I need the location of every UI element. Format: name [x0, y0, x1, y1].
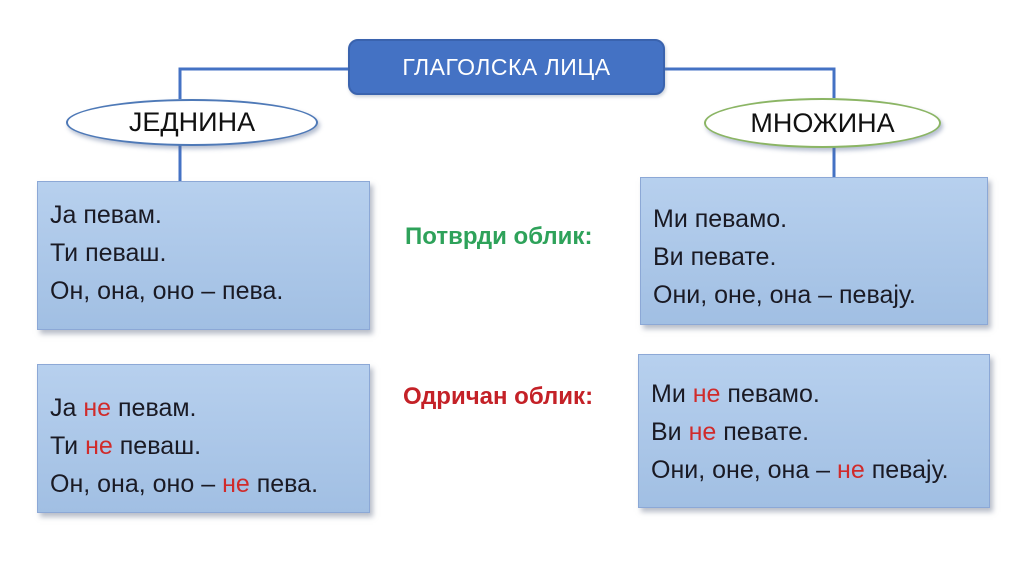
negation-particle: не [83, 394, 112, 422]
plural-negative-box [638, 354, 990, 508]
sentence-line: Они, оне, она – не певају. [651, 456, 949, 484]
sentence-line: Ви не певате. [651, 418, 810, 446]
singular-ellipse [66, 99, 318, 146]
negation-particle: не [692, 380, 721, 408]
connector-title-to-singular [180, 69, 348, 99]
connector-title-to-plural [665, 69, 834, 98]
singular-affirmative-box [37, 181, 370, 330]
sentence-line: Ти певаш. [50, 239, 167, 267]
sentence-line: Ти не певаш. [50, 432, 202, 460]
sentence-line: Ви певате. [653, 243, 777, 271]
sentence-line: Ми не певамо. [651, 380, 820, 408]
singular-negative-box [37, 364, 370, 513]
sentence-line: Ми певамо. [653, 205, 788, 233]
title-box [348, 39, 665, 95]
title-label: ГЛАГОЛСКА ЛИЦА [402, 53, 611, 80]
plural-label: МНОЖИНА [750, 107, 895, 138]
sentence-line: Он, она, оно – пева. [50, 277, 284, 305]
negative-form-label: Одричан облик: [403, 383, 594, 410]
singular-label: ЈЕДНИНА [128, 107, 256, 137]
sentence-line: Он, она, оно – не пева. [50, 470, 319, 498]
plural-ellipse [704, 98, 941, 148]
negation-particle: не [85, 432, 113, 460]
negation-particle: не [688, 418, 717, 446]
plural-affirmative-box [640, 177, 988, 325]
negation-particle: не [222, 470, 250, 498]
sentence-line: Они, оне, она – певају. [653, 281, 916, 309]
affirmative-form-label: Потврди облик: [405, 223, 593, 250]
sentence-line: Ја певам. [50, 201, 162, 229]
negation-particle: не [837, 456, 865, 484]
sentence-line: Ја не певам. [50, 394, 197, 422]
